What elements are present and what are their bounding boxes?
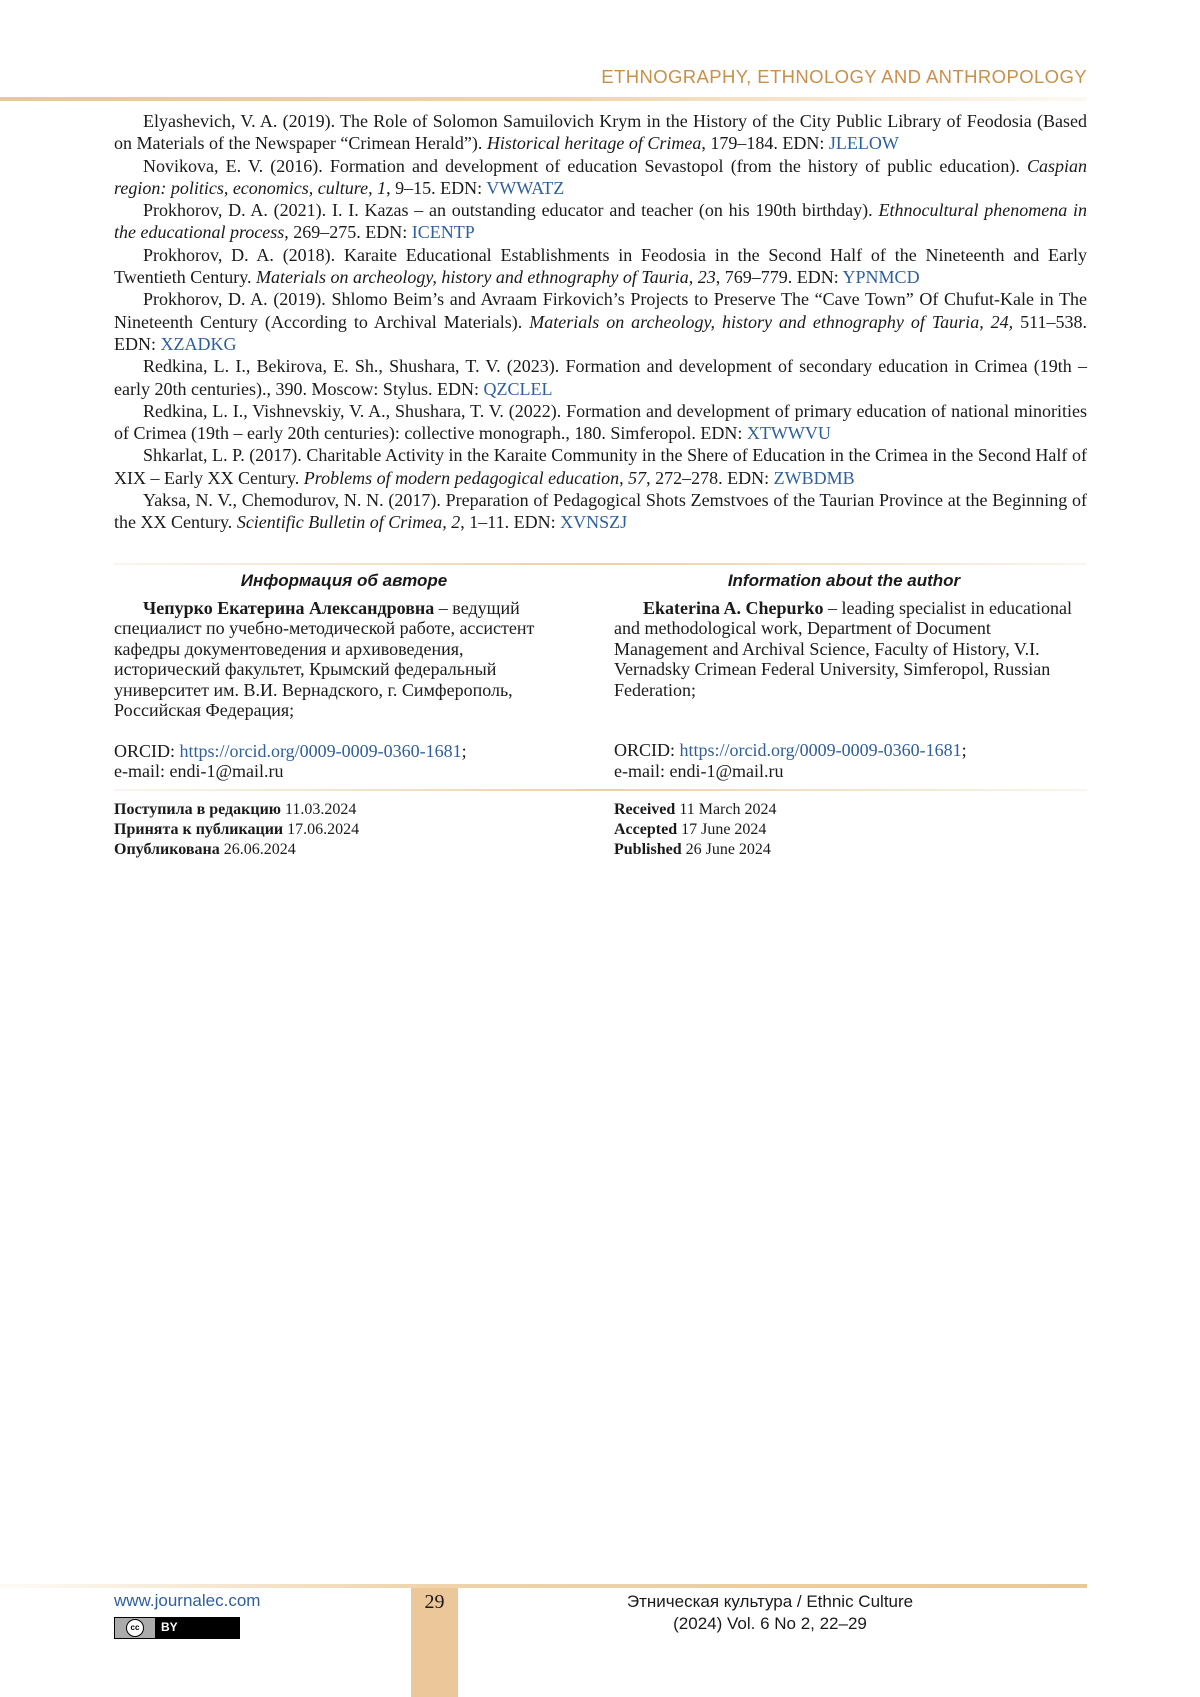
- journal-volume: (2024) Vol. 6 No 2, 22–29: [673, 1614, 867, 1633]
- author-name-ru: Чепурко Екатерина Александровна: [143, 597, 435, 618]
- author-bio-en: Ekaterina A. Chepurko – leading specialist in educational and methodological work, Department of Document Management and Archival Science, Faculty of History, V.I. Vernadsky Crimean Federal University, Simferopol, Russian Federation;: [614, 597, 1072, 700]
- cc-icon: cc: [126, 1619, 144, 1637]
- page-number: 29: [424, 1591, 445, 1613]
- footer-divider: [0, 1584, 1087, 1588]
- by-label: BY: [161, 1620, 178, 1634]
- edn-link[interactable]: JLELOW: [828, 133, 899, 154]
- author-bio-ru: Чепурко Екатерина Александровна – ведущий специалист по учебно-методической работе, ассистент кафедры документоведения и архивоведения, исторический факультет, Крымский федеральный университет им. В.И. Вернадского, г. Симферополь, Российская Федерация;: [114, 597, 535, 720]
- author-name-en: Ekaterina A. Chepurko: [643, 597, 824, 618]
- orcid-link[interactable]: https://orcid.org/0009-0009-0360-1681: [679, 740, 962, 760]
- email-line: e-mail: endi-1@mail.ru: [114, 761, 284, 781]
- publication-dates-ru: [114, 800, 359, 860]
- running-head: ETHNOGRAPHY, ETHNOLOGY AND ANTHROPOLOGY: [601, 66, 1087, 87]
- date-published-en: Published 26 June 2024: [614, 841, 771, 858]
- edn-link[interactable]: YPNMCD: [842, 267, 920, 288]
- section-divider: [114, 563, 1087, 565]
- reference-item: Novikova, E. V. (2016). Formation and development of education Sevastopol (from the history of public education). Caspian region: politics, economics, culture, 1, 9–15. EDN: VWWATZ: [114, 155, 1087, 198]
- edn-link[interactable]: ZWBDMB: [773, 467, 855, 488]
- date-received-en: Received 11 March 2024: [614, 801, 777, 818]
- cc-by-license-badge: [114, 1617, 240, 1639]
- orcid-line: ORCID: https://orcid.org/0009-0009-0360-1681;: [614, 740, 967, 760]
- reference-item: Redkina, L. I., Vishnevskiy, V. A., Shushara, T. V. (2022). Formation and development of primary education of national minorities of Crimea (19th – early 20th centuries): collective monograph., 180. Simferopol. EDN: XTWWVU: [114, 400, 1087, 444]
- reference-item: Prokhorov, D. A. (2019). Shlomo Beim’s and Avraam Firkovich’s Projects to Preserve The “Cave Town” Of Chufut-Kale in The Nineteenth Century (According to Archival Materials). Materials on archeology, history and ethnography of Tauria, 24, 511–538. EDN: XZADKG: [114, 289, 1087, 354]
- author-info-ru: [114, 571, 574, 782]
- reference-item: Shkarlat, L. P. (2017). Charitable Activity in the Karaite Community in the Shere of Education in the Crimea in the Second Half of XIX – Early XX Century. Problems of modern pedagogical education, 57, 272–278. EDN: ZWBDMB: [114, 445, 1087, 488]
- author-heading-en: Information about the author: [727, 571, 961, 590]
- section-divider: [114, 789, 1087, 791]
- reference-item: Prokhorov, D. A. (2018). Karaite Educational Establishments in Feodosia in the Second Half of the Nineteenth and Early Twentieth Century. Materials on archeology, history and ethnography of Tauria, 23, 769–779. EDN: YPNMCD: [114, 244, 1087, 288]
- author-info-en: [614, 571, 1074, 781]
- edn-link[interactable]: XZADKG: [160, 333, 237, 354]
- author-heading-ru: Информация об авторе: [240, 571, 448, 590]
- journal-citation: [540, 1591, 1000, 1635]
- date-accepted-ru: Принята к публикации 17.06.2024: [114, 821, 360, 838]
- edn-link[interactable]: QZCLEL: [483, 378, 553, 399]
- author-contact-ru: [114, 741, 574, 782]
- edn-link[interactable]: XVNSZJ: [560, 512, 628, 533]
- website-link[interactable]: www.journalec.com: [114, 1591, 261, 1610]
- orcid-link[interactable]: https://orcid.org/0009-0009-0360-1681: [179, 740, 462, 761]
- edn-link[interactable]: ICENTP: [411, 222, 475, 243]
- orcid-line: ORCID: https://orcid.org/0009-0009-0360-1681;: [114, 740, 467, 761]
- edn-link[interactable]: XTWWVU: [746, 423, 831, 444]
- reference-item: Elyashevich, V. A. (2019). The Role of Solomon Samuilovich Krym in the History of the City Public Library of Feodosia (Based on Materials of the Newspaper “Crimean Herald”). Historical heritage of Crimea, 179–184. EDN: JLELOW: [114, 111, 1087, 154]
- journal-name: Этническая культура / Ethnic Culture: [626, 1592, 914, 1611]
- author-contact-en: [614, 740, 1074, 781]
- publication-dates-en: [614, 800, 776, 860]
- email-line: e-mail: endi-1@mail.ru: [614, 760, 784, 781]
- header-divider: [0, 97, 1087, 101]
- reference-list: [114, 110, 1087, 534]
- edn-link[interactable]: VWWATZ: [486, 177, 565, 198]
- date-accepted-en: Accepted 17 June 2024: [614, 821, 767, 838]
- reference-item: Prokhorov, D. A. (2021). I. I. Kazas – an outstanding educator and teacher (on his 190th birthday). Ethnocultural phenomena in the educational process, 269–275. EDN: ICENTP: [114, 200, 1087, 243]
- reference-item: Yaksa, N. V., Chemodurov, N. N. (2017). Preparation of Pedagogical Shots Zemstvoes of the Taurian Province at the Beginning of the XX Century. Scientific Bulletin of Crimea, 2, 1–11. EDN: XVNSZJ: [114, 490, 1087, 533]
- date-published-ru: Опубликована 26.06.2024: [114, 841, 296, 858]
- reference-item: Redkina, L. I., Bekirova, E. Sh., Shushara, T. V. (2023). Formation and development of secondary education in Crimea (19th – early 20th centuries)., 390. Moscow: Stylus. EDN: QZCLEL: [114, 356, 1087, 399]
- date-received-ru: Поступила в редакцию 11.03.2024: [114, 801, 357, 818]
